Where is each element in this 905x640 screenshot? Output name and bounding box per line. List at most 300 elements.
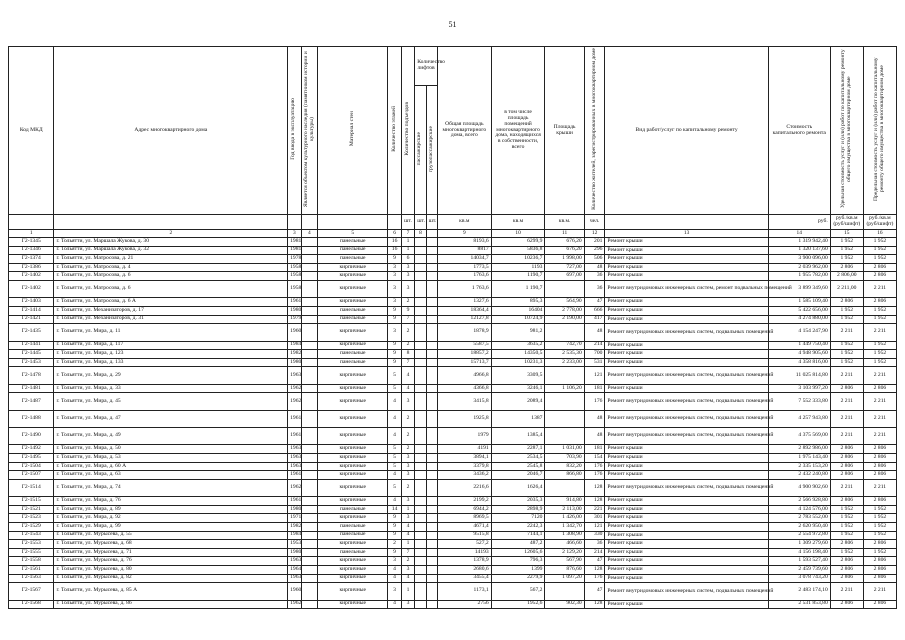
cell-work-type: Ремонт внутридомовых инженерных систем, подвальных помещений: [605, 428, 768, 445]
cell-entrances: 4: [401, 367, 414, 384]
cell-heritage: [301, 445, 318, 454]
cell-heritage: [301, 367, 318, 384]
cell-residents: 48: [584, 324, 605, 341]
cell-entrances: 2: [401, 428, 414, 445]
cell-entrances: 7: [401, 315, 414, 324]
cell-walls: кирпичные: [318, 514, 388, 523]
cell-floors: 16: [388, 246, 401, 255]
cell-walls: кирпичные: [318, 324, 388, 341]
cell-lift-cargo: [426, 531, 437, 540]
table-row: [9, 384, 897, 393]
cell-year: 1961: [288, 298, 301, 307]
cell-private-area: 1387: [491, 410, 545, 427]
cell-residents: 128: [584, 479, 605, 496]
cell-work-type: Ремонт крыши: [605, 454, 768, 463]
cell-private-area: 1626,4: [491, 479, 545, 496]
cell-lift-passenger: [415, 367, 426, 384]
cell-residents: 176: [584, 462, 605, 471]
cell-year: 1963: [288, 445, 301, 454]
table-row: [9, 471, 897, 480]
cell-unit-cost: 2 806: [830, 540, 863, 549]
header-total-area: Общая площадь многоквартирного дома, всего: [437, 47, 491, 215]
cell-repair-cost: 1 975 143,40: [768, 454, 830, 463]
cell-total-area: 3436,2: [437, 471, 491, 480]
cell-address: г. Тольятти, ул. Матросова, д. 6: [54, 280, 288, 297]
cell-lift-passenger: [415, 523, 426, 532]
cell-heritage: [301, 523, 318, 532]
cell-floors: 4: [388, 393, 401, 410]
cell-floors: 16: [388, 238, 401, 247]
cell-unit-cost: 2 806: [830, 454, 863, 463]
cell-heritage: [301, 393, 318, 410]
cell-repair-cost: 2 566 928,80: [768, 497, 830, 506]
cell-repair-cost: 1 319 942,40: [768, 238, 830, 247]
cell-code: Г2-1492: [9, 445, 54, 454]
cell-residents: 48: [584, 263, 605, 272]
cell-unit-cost: 1 952: [830, 341, 863, 350]
table-row: [9, 583, 897, 600]
cell-lift-passenger: [415, 384, 426, 393]
cell-lift-cargo: [426, 497, 437, 506]
cell-address: г. Тольятти, ул. Мурысева, д. 85 А: [54, 583, 288, 600]
cell-lift-cargo: [426, 462, 437, 471]
cell-floors: 3: [388, 272, 401, 281]
cell-floors: 9: [388, 341, 401, 350]
cell-lift-passenger: [415, 298, 426, 307]
cell-lift-passenger: [415, 263, 426, 272]
col-number: [426, 230, 437, 238]
cell-repair-cost: 2 783 552,00: [768, 514, 830, 523]
cell-work-type: Ремонт крыши: [605, 238, 768, 247]
cell-entrances: 3: [401, 393, 414, 410]
cell-work-type: Ремонт крыши: [605, 600, 768, 609]
cell-roof-area: [545, 367, 584, 384]
cell-residents: 47: [584, 298, 605, 307]
cell-repair-cost: 2 459 739,60: [768, 565, 830, 574]
cell-floors: 3: [388, 263, 401, 272]
cell-total-area: 4671,4: [437, 523, 491, 532]
cell-max-cost: 1 952: [863, 255, 896, 264]
cell-max-cost: 1 952: [863, 306, 896, 315]
cell-repair-cost: 1 309 279,60: [768, 540, 830, 549]
cell-residents: 36: [584, 280, 605, 297]
cell-lift-cargo: [426, 410, 437, 427]
cell-unit-cost: 1 952: [830, 531, 863, 540]
cell-year: 1961: [288, 410, 301, 427]
col-number: 5: [318, 230, 388, 238]
cell-lift-passenger: [415, 358, 426, 367]
cell-residents: 531: [584, 358, 605, 367]
cell-floors: 3: [388, 280, 401, 297]
table-row: [9, 505, 897, 514]
cell-walls: кирпичные: [318, 367, 388, 384]
cell-entrances: 1: [401, 246, 414, 255]
cell-private-area: 6299,9: [491, 238, 545, 247]
cell-entrances: 3: [401, 454, 414, 463]
cell-private-area: 16404: [491, 306, 545, 315]
cell-unit-cost: 2 211: [830, 367, 863, 384]
cell-walls: кирпичные: [318, 341, 388, 350]
unit-cell: [318, 215, 388, 230]
cell-entrances: 4: [401, 384, 414, 393]
cell-lift-passenger: [415, 341, 426, 350]
cell-total-area: 9515,8: [437, 531, 491, 540]
cell-entrances: 3: [401, 600, 414, 609]
cell-address: г. Тольятти, ул. Мира, д. 117: [54, 341, 288, 350]
table-row: [9, 315, 897, 324]
cell-entrances: 2: [401, 557, 414, 566]
table-row: [9, 454, 897, 463]
cell-repair-cost: 4 154 247,90: [768, 324, 830, 341]
cell-heritage: [301, 384, 318, 393]
unit-cost: руб.: [768, 215, 830, 230]
cell-residents: 296: [584, 246, 605, 255]
table-row: [9, 263, 897, 272]
cell-private-area: 10236,7: [491, 255, 545, 264]
cell-walls: кирпичные: [318, 540, 388, 549]
cell-floors: 3: [388, 298, 401, 307]
cell-heritage: [301, 341, 318, 350]
cell-roof-area: 1 097,20: [545, 574, 584, 583]
cell-entrances: 4: [401, 523, 414, 532]
cell-private-area: 2046,7: [491, 471, 545, 480]
cell-year: 1961: [288, 428, 301, 445]
cell-heritage: [301, 583, 318, 600]
cell-unit-cost: 2 806: [830, 557, 863, 566]
cell-lift-cargo: [426, 565, 437, 574]
unit-entrances: шт.: [401, 215, 414, 230]
cell-roof-area: 466,60: [545, 540, 584, 549]
cell-work-type: Ремонт внутридомовых инженерных систем, подвальных помещений: [605, 479, 768, 496]
cell-floors: 5: [388, 367, 401, 384]
header-unit-cost: Удельная стоимость услуг и (или) работ по капитальному ремонту общего имущества в многоквартирном доме: [830, 47, 863, 215]
table-row: [9, 574, 897, 583]
cell-unit-cost: 1 952: [830, 350, 863, 359]
cell-repair-cost: 3 103 997,20: [768, 384, 830, 393]
cell-residents: 36: [584, 540, 605, 549]
cell-work-type: Ремонт крыши: [605, 540, 768, 549]
cell-walls: кирпичные: [318, 298, 388, 307]
cell-walls: панельные: [318, 246, 388, 255]
cell-address: г. Тольятти, ул. Мира, д. 99: [54, 523, 288, 532]
cell-work-type: Ремонт крыши: [605, 350, 768, 359]
cell-repair-cost: 4 900 902,60: [768, 479, 830, 496]
cell-residents: 176: [584, 574, 605, 583]
cell-year: 1963: [288, 367, 301, 384]
cell-private-area: 1193: [491, 263, 545, 272]
table-row: [9, 565, 897, 574]
cell-total-area: 1173,1: [437, 583, 491, 600]
cell-max-cost: 2 806: [863, 462, 896, 471]
cell-lift-cargo: [426, 238, 437, 247]
cell-code: Г2-1490: [9, 428, 54, 445]
cell-address: г. Тольятти, ул. Мира, д. 74: [54, 479, 288, 496]
cell-entrances: 9: [401, 306, 414, 315]
cell-roof-area: [545, 280, 584, 297]
header-heritage: Является объектом культурного наследия (памятником истории и культуры): [301, 47, 318, 215]
cell-total-area: 1925,8: [437, 410, 491, 427]
cell-repair-cost: 1 593 527,40: [768, 557, 830, 566]
cell-max-cost: 1 952: [863, 531, 896, 540]
cell-total-area: 14034,7: [437, 255, 491, 264]
cell-code: Г2-1568: [9, 600, 54, 609]
cell-walls: кирпичные: [318, 428, 388, 445]
cell-total-area: 527,2: [437, 540, 491, 549]
col-number: 14: [768, 230, 830, 238]
cell-heritage: [301, 255, 318, 264]
cell-max-cost: 2 211: [863, 410, 896, 427]
cell-private-area: 2035,3: [491, 497, 545, 506]
cell-total-area: 1763,6: [437, 272, 491, 281]
cell-year: 1958: [288, 272, 301, 281]
cell-address: г. Тольятти, ул. Матросова, д. 21: [54, 255, 288, 264]
cell-unit-cost: 2 806: [830, 600, 863, 609]
cell-entrances: 3: [401, 462, 414, 471]
cell-total-area: 1878,9: [437, 324, 491, 341]
cell-lift-cargo: [426, 574, 437, 583]
table-row: [9, 462, 897, 471]
unit-cell: [54, 215, 288, 230]
cell-max-cost: 2 806: [863, 540, 896, 549]
cell-unit-cost: 2 806: [830, 445, 863, 454]
cell-repair-cost: 1 955 782,00: [768, 272, 830, 281]
cell-unit-cost: 1 952: [830, 315, 863, 324]
cell-repair-cost: 1 449 750,40: [768, 341, 830, 350]
header-entrances: Количество подъездов: [401, 47, 414, 215]
cell-floors: 5: [388, 445, 401, 454]
cell-year: 1984: [288, 531, 301, 540]
cell-private-area: 2534,5: [491, 454, 545, 463]
cell-private-area: 567,2: [491, 583, 545, 600]
cell-work-type: Ремонт крыши: [605, 263, 768, 272]
cell-year: 1962: [288, 479, 301, 496]
cell-private-area: 796,3: [491, 557, 545, 566]
cell-walls: панельные: [318, 315, 388, 324]
cell-work-type: Ремонт крыши: [605, 514, 768, 523]
col-number: 1: [9, 230, 54, 238]
cell-heritage: [301, 600, 318, 609]
cell-address: г. Тольятти, ул. Маршала Жукова, д. 32: [54, 246, 288, 255]
cell-code: Г2-1402: [9, 280, 54, 297]
cell-work-type: Ремонт крыши: [605, 358, 768, 367]
cell-year: 1963: [288, 454, 301, 463]
cell-unit-cost: 2 211: [830, 410, 863, 427]
cell-unit-cost: 2 211: [830, 583, 863, 600]
col-number: 10: [491, 230, 545, 238]
cell-private-area: 5836,8: [491, 246, 545, 255]
cell-unit-cost: 1 952: [830, 505, 863, 514]
cell-walls: кирпичные: [318, 280, 388, 297]
cell-private-area: 1385,4: [491, 428, 545, 445]
cell-repair-cost: 3 078 743,20: [768, 574, 830, 583]
cell-work-type: Ремонт крыши: [605, 445, 768, 454]
cell-address: г. Тольятти, ул. Мурысева, д. 82: [54, 574, 288, 583]
cell-roof-area: 1 998,00: [545, 255, 584, 264]
cell-private-area: 10231,3: [491, 358, 545, 367]
cell-repair-cost: 2 620 950,40: [768, 523, 830, 532]
cell-floors: 5: [388, 384, 401, 393]
cell-walls: панельные: [318, 255, 388, 264]
cell-repair-cost: 2 335 153,20: [768, 462, 830, 471]
cell-address: г. Тольятти, ул. Мира, д. 33: [54, 384, 288, 393]
cell-heritage: [301, 358, 318, 367]
cell-work-type: Ремонт крыши: [605, 341, 768, 350]
col-number: 8: [415, 230, 426, 238]
cell-heritage: [301, 505, 318, 514]
cell-code: Г2-1543: [9, 531, 54, 540]
cell-entrances: 3: [401, 565, 414, 574]
table-row: [9, 557, 897, 566]
cell-unit-cost: 2 806: [830, 471, 863, 480]
cell-floors: 4: [388, 600, 401, 609]
cell-heritage: [301, 263, 318, 272]
cell-residents: 36: [584, 272, 605, 281]
cell-work-type: Ремонт крыши: [605, 315, 768, 324]
cell-lift-passenger: [415, 315, 426, 324]
cell-lift-passenger: [415, 497, 426, 506]
cell-total-area: 3379,8: [437, 462, 491, 471]
cell-year: 1953: [288, 540, 301, 549]
cell-address: г. Тольятти, ул. Мира, д. 76: [54, 497, 288, 506]
cell-entrances: 3: [401, 497, 414, 506]
cell-code: Г2-1441: [9, 341, 54, 350]
cell-entrances: 3: [401, 263, 414, 272]
header-max-cost: Предельная стоимость услуг и (или) работ по капитальному ремонту общего имущества в многоквартирном доме: [863, 47, 896, 215]
cell-unit-cost: 1 952: [830, 238, 863, 247]
table-row: [9, 523, 897, 532]
unit-unit-cost: руб./кв.м (руб/шифт): [830, 215, 863, 230]
header-lift-cargo: грузопассажирские: [426, 86, 437, 215]
cell-code: Г2-1529: [9, 523, 54, 532]
cell-lift-passenger: [415, 445, 426, 454]
cell-private-area: 2089,4: [491, 393, 545, 410]
cell-floors: 14: [388, 505, 401, 514]
cell-unit-cost: 2 806: [830, 263, 863, 272]
cell-lift-passenger: [415, 583, 426, 600]
cell-address: г. Тольятти, ул. Мурысева, д. 55: [54, 531, 288, 540]
cell-residents: 214: [584, 548, 605, 557]
cell-walls: панельные: [318, 505, 388, 514]
cell-private-area: 2287,1: [491, 445, 545, 454]
cell-max-cost: 1 952: [863, 358, 896, 367]
cell-address: г. Тольятти, ул. Мурысева, д. 68: [54, 540, 288, 549]
cell-max-cost: 2 806: [863, 557, 896, 566]
cell-address: г. Тольятти, ул. Мира, д. 60 А: [54, 462, 288, 471]
cell-private-area: 14350,5: [491, 350, 545, 359]
cell-heritage: [301, 548, 318, 557]
cell-heritage: [301, 246, 318, 255]
cell-max-cost: 2 806: [863, 497, 896, 506]
cell-walls: кирпичные: [318, 384, 388, 393]
unit-max-cost: руб./кв.м (руб/шифт): [863, 215, 896, 230]
cell-unit-cost: 2 211: [830, 479, 863, 496]
cell-total-area: 4966,8: [437, 367, 491, 384]
cell-code: Г2-1514: [9, 479, 54, 496]
cell-max-cost: 2 211: [863, 280, 896, 297]
cell-max-cost: 2 806: [863, 272, 896, 281]
cell-max-cost: 2 806: [863, 574, 896, 583]
cell-entrances: 3: [401, 280, 414, 297]
cell-lift-passenger: [415, 471, 426, 480]
cell-work-type: Ремонт крыши: [605, 471, 768, 480]
cell-year: 1960: [288, 583, 301, 600]
cell-heritage: [301, 324, 318, 341]
unit-cell: [288, 215, 301, 230]
cell-walls: панельные: [318, 523, 388, 532]
cell-code: Г2-1487: [9, 393, 54, 410]
cell-code: Г2-1403: [9, 298, 54, 307]
cell-year: 1980: [288, 505, 301, 514]
cell-walls: кирпичные: [318, 454, 388, 463]
cell-roof-area: 2 535,30: [545, 350, 584, 359]
cell-residents: 47: [584, 583, 605, 600]
cell-floors: 9: [388, 523, 401, 532]
cell-heritage: [301, 462, 318, 471]
cell-repair-cost: 4 274 880,00: [768, 315, 830, 324]
col-number: 15: [830, 230, 863, 238]
cell-max-cost: 1 952: [863, 505, 896, 514]
table-row: [9, 350, 897, 359]
cell-repair-cost: 4 358 816,00: [768, 358, 830, 367]
housing-register-table: [8, 46, 897, 609]
cell-max-cost: 2 806: [863, 565, 896, 574]
cell-repair-cost: 2 432 240,80: [768, 471, 830, 480]
header-address: Адрес многоквартирного дома: [54, 47, 288, 215]
unit-cell: [9, 215, 54, 230]
cell-unit-cost: 2 211: [830, 428, 863, 445]
cell-year: 1980: [288, 358, 301, 367]
cell-walls: кирпичные: [318, 462, 388, 471]
unit-lifts: шт.: [415, 215, 426, 230]
cell-entrances: 1: [401, 238, 414, 247]
cell-heritage: [301, 471, 318, 480]
cell-roof-area: [545, 428, 584, 445]
cell-entrances: 2: [401, 341, 414, 350]
cell-residents: 666: [584, 306, 605, 315]
cell-work-type: Ремонт внутридомовых инженерных систем, подвальных помещений: [605, 583, 768, 600]
cell-total-area: 2680,6: [437, 565, 491, 574]
cell-heritage: [301, 350, 318, 359]
cell-work-type: Ремонт внутридомовых инженерных систем, подвальных помещений: [605, 410, 768, 427]
cell-heritage: [301, 315, 318, 324]
cell-work-type: Ремонт крыши: [605, 565, 768, 574]
cell-private-area: 981,2: [491, 324, 545, 341]
cell-roof-area: 567,90: [545, 557, 584, 566]
cell-heritage: [301, 497, 318, 506]
cell-entrances: 1: [401, 583, 414, 600]
cell-work-type: Ремонт крыши: [605, 298, 768, 307]
cell-floors: 5: [388, 479, 401, 496]
cell-code: Г2-1421: [9, 315, 54, 324]
table-row: [9, 497, 897, 506]
cell-private-area: 7144,1: [491, 531, 545, 540]
cell-work-type: Ремонт крыши: [605, 505, 768, 514]
cell-unit-cost: 1 952: [830, 358, 863, 367]
cell-work-type: Ремонт крыши: [605, 548, 768, 557]
cell-private-area: 1952,6: [491, 600, 545, 609]
cell-heritage: [301, 574, 318, 583]
cell-floors: 9: [388, 358, 401, 367]
cell-heritage: [301, 565, 318, 574]
cell-year: 1963: [288, 557, 301, 566]
cell-lift-cargo: [426, 393, 437, 410]
cell-heritage: [301, 479, 318, 496]
cell-unit-cost: 1 952: [830, 514, 863, 523]
cell-total-area: 2216,6: [437, 479, 491, 496]
cell-code: Г2-1488: [9, 410, 54, 427]
cell-private-area: 10724,9: [491, 315, 545, 324]
cell-code: Г2-1414: [9, 306, 54, 315]
